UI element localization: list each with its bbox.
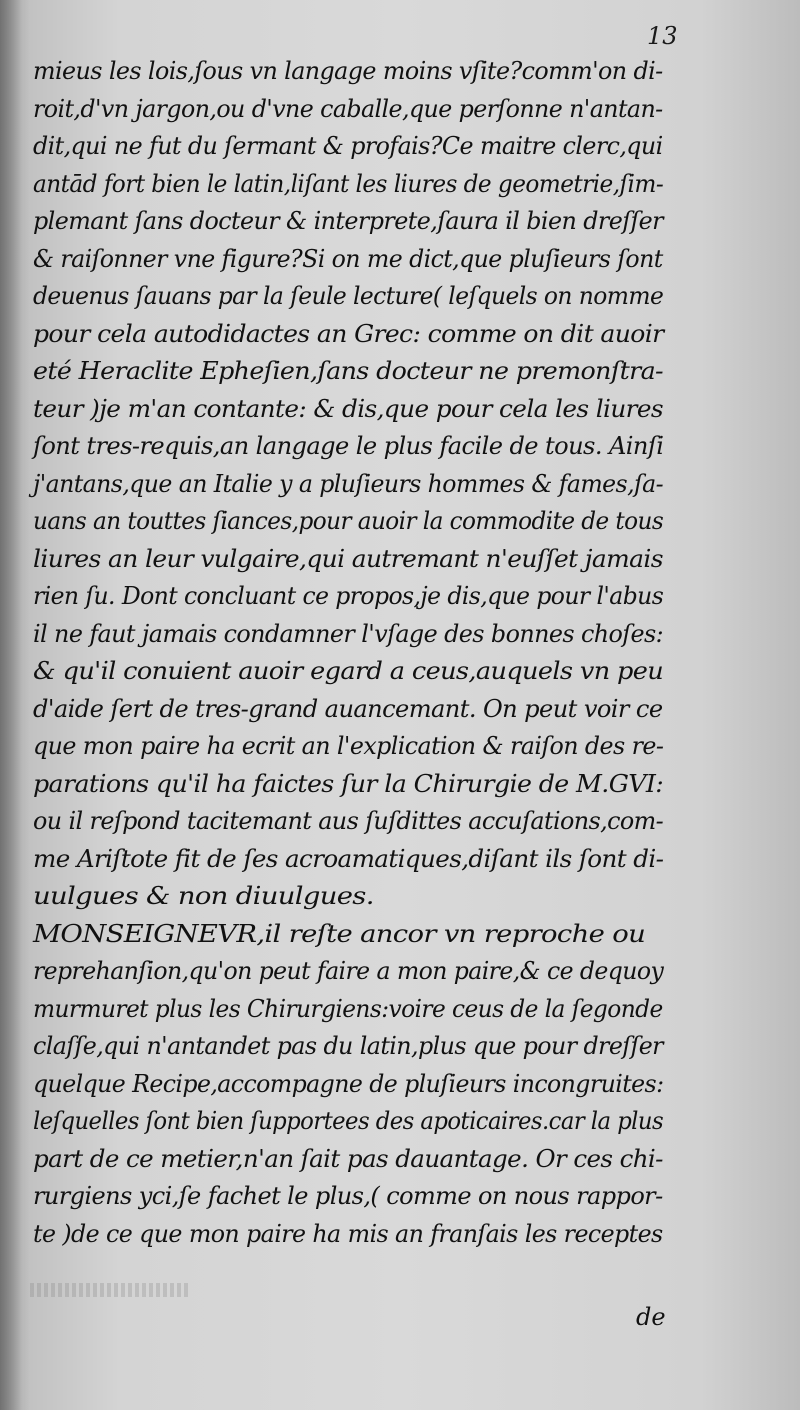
text-line: me Ariſtote fit de ſes acroamatiques,diſant ils ſont di- (33, 843, 664, 873)
text-line: MONSEIGNEVR,il reſte ancor vn reproche ou (33, 918, 646, 948)
text-line: claſſe,qui n'antandet pas du latin,plus que pour dreſſer (33, 1031, 663, 1060)
text-line: uans an touttes ſiances,pour auoir la commodite de tous (33, 506, 664, 535)
text-line: deuenus ſauans par la ſeule lecture( leſquels on nomme (33, 281, 664, 310)
text-line: quelque Recipe,accompagne de pluſieurs incongruites: (33, 1068, 664, 1098)
text-line: ou il reſpond tacitemant aus ſuſdittes accuſations,com- (33, 806, 664, 835)
text-line: reprehanſion,qu'on peut faire a mon paire,& ce dequoy (33, 956, 664, 985)
text-line: & raiſonner vne figure?Si on me dict,que pluſieurs ſont (33, 243, 663, 273)
text-line: roit,d'vn jargon,ou d'vne caballe,que perſonne n'antan- (33, 93, 663, 123)
text-line: eté Heraclite Epheſien,ſans docteur ne premonſtra- (33, 356, 663, 385)
text-line: j'antans,que an Italie y a pluſieurs hommes & fames,ſa- (33, 468, 664, 498)
text-line: plemant ſans docteur & interprete,ſaura il bien dreſſer (33, 206, 663, 235)
text-line: rurgiens yci,ſe fachet le plus,( comme on nous rappor- (33, 1181, 663, 1210)
text-line: part de ce metier,n'an ſait pas dauantage. Or ces chi- (33, 1143, 663, 1173)
gutter-shadow (0, 0, 22, 1410)
text-line: dit,qui ne fut du ſermant & profais?Ce maitre clerc,qui (33, 131, 663, 160)
text-line: pour cela autodidactes an Grec: comme on dit auoir (33, 318, 664, 348)
text-line: te )de ce que mon paire ha mis an franſais les receptes (33, 1218, 663, 1248)
text-line: ſont tres-requis,an langage le plus facile de tous. Ainſi (33, 431, 664, 460)
text-line: mieus les lois,ſous vn langage moins vſite?comm'on di- (33, 56, 663, 85)
text-line: liures an leur vulgaire,qui autremant n'euſſet jamais (33, 543, 663, 573)
text-line: uulgues & non diuulgues. (33, 881, 374, 910)
text-line: parations qu'il ha faictes ſur la Chirurgie de M.GVI: (33, 768, 664, 798)
text-line: il ne faut jamais condamner l'vſage des bonnes choſes: (33, 618, 664, 648)
text-line: & qu'il conuient auoir egard a ceus,auquels vn peu (33, 656, 664, 685)
catchword: de (636, 1303, 666, 1331)
page-number: 13 (647, 22, 678, 50)
text-line: rien ſu. Dont concluant ce propos,je dis,que pour l'abus (33, 581, 664, 610)
text-line: que mon paire ha ecrit an l'explication & raiſon des re- (33, 731, 664, 760)
text-line: leſquelles ſont bien ſupportees des apoticaires.car la plus (33, 1106, 664, 1135)
text-line: d'aide ſert de tres-grand auancemant. On peut voir ce (33, 693, 663, 723)
show-through-smudge (30, 1283, 190, 1297)
text-line: antād fort bien le latin,liſant les liures de geometrie,ſim- (33, 168, 664, 198)
text-line: teur )je m'an contante: & dis,que pour cela les liures (33, 393, 663, 423)
text-line: murmuret plus les Chirurgiens:voire ceus de la ſegonde (33, 993, 663, 1023)
